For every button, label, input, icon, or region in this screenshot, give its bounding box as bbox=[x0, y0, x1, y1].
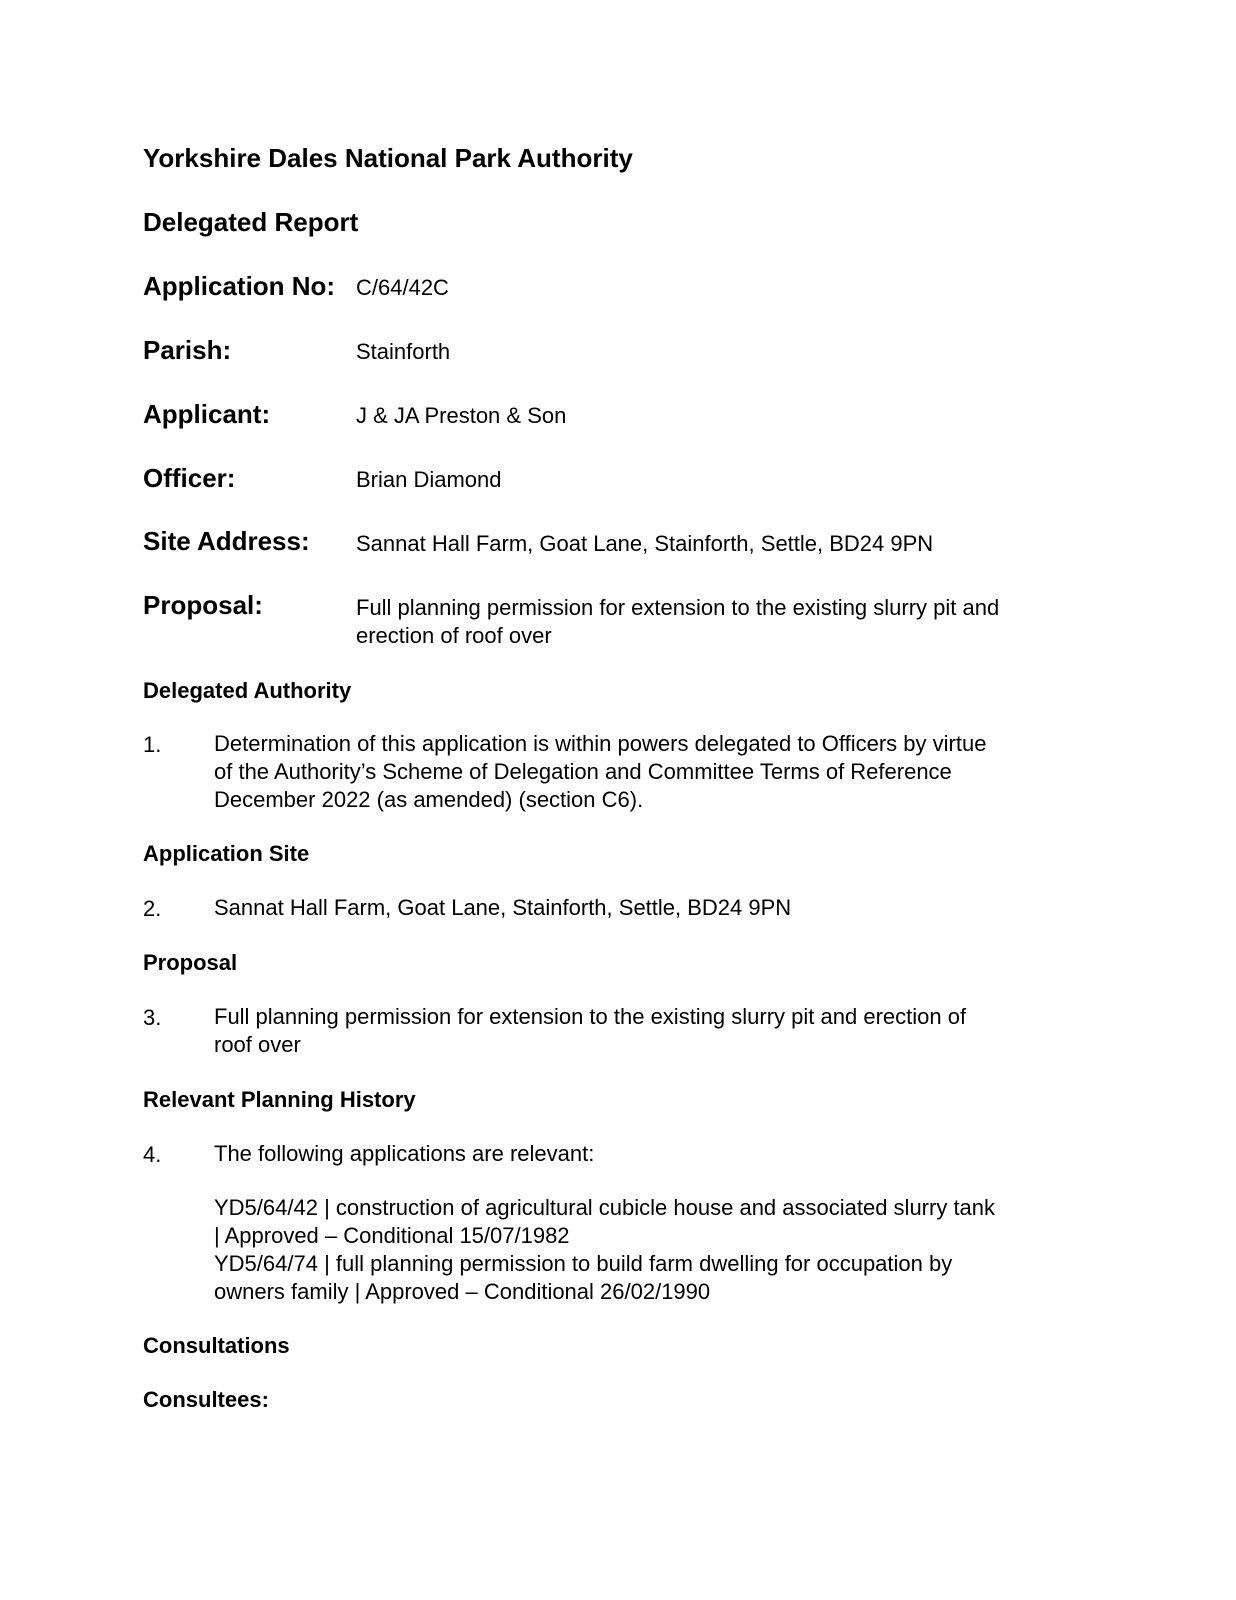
paragraph-number-3: 3. bbox=[143, 1005, 162, 1030]
report-type-title: Delegated Report bbox=[143, 207, 359, 237]
proposal-label: Proposal: bbox=[143, 590, 263, 620]
parish-value: Stainforth bbox=[356, 339, 451, 364]
application-no-label: Application No: bbox=[143, 271, 336, 301]
officer-value: Brian Diamond bbox=[356, 467, 502, 492]
planning-history-line: owners family | Approved – Conditional 26/02/1990 bbox=[214, 1279, 711, 1304]
paragraph-number-2: 2. bbox=[143, 896, 162, 921]
proposal-value-line2: erection of roof over bbox=[356, 623, 552, 648]
consultations-heading: Consultations bbox=[143, 1333, 290, 1358]
applicant-value: J & JA Preston & Son bbox=[356, 403, 567, 428]
officer-label: Officer: bbox=[143, 463, 236, 493]
delegated-authority-line2: of the Authority’s Scheme of Delegation and Committee Terms of Reference bbox=[214, 759, 952, 784]
paragraph-number-4: 4. bbox=[143, 1142, 162, 1167]
applicant-label: Applicant: bbox=[143, 399, 271, 429]
proposal-text-line1: Full planning permission for extension to the existing slurry pit and erection of bbox=[214, 1004, 967, 1029]
proposal-value-line1: Full planning permission for extension to the existing slurry pit and bbox=[356, 595, 1000, 620]
proposal-heading: Proposal bbox=[143, 950, 238, 975]
site-address-label: Site Address: bbox=[143, 526, 310, 556]
application-site-text: Sannat Hall Farm, Goat Lane, Stainforth, Settle, BD24 9PN bbox=[214, 895, 792, 920]
delegated-authority-heading: Delegated Authority bbox=[143, 678, 352, 703]
delegated-authority-line3: December 2022 (as amended) (section C6). bbox=[214, 787, 644, 812]
planning-history-intro: The following applications are relevant: bbox=[214, 1141, 595, 1166]
site-address-value: Sannat Hall Farm, Goat Lane, Stainforth, Settle, BD24 9PN bbox=[356, 531, 934, 556]
parish-label: Parish: bbox=[143, 335, 232, 365]
planning-history-heading: Relevant Planning History bbox=[143, 1087, 416, 1112]
organisation-title: Yorkshire Dales National Park Authority bbox=[143, 143, 633, 173]
application-site-heading: Application Site bbox=[143, 841, 310, 866]
delegated-authority-line1: Determination of this application is within powers delegated to Officers by virtue bbox=[214, 731, 987, 756]
planning-history-line: YD5/64/42 | construction of agricultural cubicle house and associated slurry tank bbox=[214, 1195, 996, 1220]
paragraph-number-1: 1. bbox=[143, 732, 162, 757]
planning-history-line: YD5/64/74 | full planning permission to build farm dwelling for occupation by bbox=[214, 1251, 953, 1276]
planning-history-line: | Approved – Conditional 15/07/1982 bbox=[214, 1223, 570, 1248]
consultees-heading: Consultees: bbox=[143, 1387, 269, 1412]
proposal-text-line2: roof over bbox=[214, 1032, 301, 1057]
application-no-value: C/64/42C bbox=[356, 275, 449, 300]
